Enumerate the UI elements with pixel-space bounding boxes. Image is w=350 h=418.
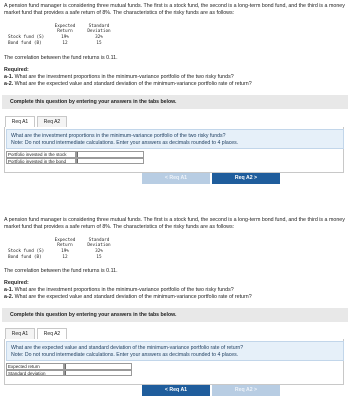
req-a2-text: What are the expected value and standard deviation of the minimum-variance portfolio rate of return? (14, 294, 252, 301)
correlation-text: The correlation between the fund returns is 0.11. (4, 55, 118, 61)
bond-return: 12 (62, 40, 68, 46)
bond-return: 12 (62, 254, 68, 260)
requirements (4, 67, 344, 88)
required-label: Required: (4, 67, 29, 73)
req-a1-tag: a-1. (4, 287, 14, 294)
req-a2-tag: a-2. (4, 294, 14, 301)
next-req-button[interactable]: Req A2 > (212, 173, 280, 184)
col-header-expected: Expected (54, 238, 76, 243)
tab-req-a1[interactable]: Req A1 (5, 328, 35, 339)
next-req-button[interactable]: Req A2 > (212, 385, 280, 396)
row-label-stock: Stock fund (S) (8, 35, 45, 40)
problem-intro: A pension fund manager is considering three mutual funds. The first is a stock fund, the second is a long-term bond fund, and the third is a money market fund that provides a safe return of 8%. The characteristics of the risky funds are as follows: (4, 3, 345, 17)
bond-sd: 15 (96, 40, 102, 46)
answer-label-standard-deviation: Standard deviation (6, 370, 64, 377)
bond-proportion-input[interactable] (76, 158, 144, 165)
tab-req-a2[interactable]: Req A2 (37, 116, 67, 127)
req-a1-text: What are the investment proportions in the minimum-variance portfolio of the two risky funds? (14, 74, 234, 81)
stock-sd: 32% (95, 35, 103, 40)
prev-req-button[interactable]: < Req A1 (142, 173, 210, 184)
bond-sd: 15 (96, 254, 102, 260)
rounding-note: Note: Do not round intermediate calculations. Enter your answers as decimals rounded to 4 places. (11, 352, 239, 359)
required-label: Required: (4, 280, 29, 286)
rounding-note: Note: Do not round intermediate calculations. Enter your answers as decimals rounded to 4 places. (11, 140, 239, 147)
col-header-deviation: Deviation (87, 243, 111, 248)
col-header-expected: Expected (54, 24, 76, 29)
stock-return: 19% (61, 35, 69, 40)
stock-return: 19% (61, 249, 69, 254)
req-a1-tag: a-1. (4, 74, 14, 81)
correlation-text: The correlation between the fund returns is 0.11. (4, 268, 118, 274)
prev-req-button[interactable]: < Req A1 (142, 385, 210, 396)
instructions-banner: Complete this question by entering your answers in the tabs below. (2, 308, 348, 322)
standard-deviation-input[interactable] (64, 370, 132, 377)
tab-req-a1[interactable]: Req A1 (5, 116, 35, 127)
req-a2-text: What are the expected value and standard deviation of the minimum-variance portfolio rate of return? (14, 81, 252, 88)
col-header-return: Return (57, 29, 73, 34)
question-text: What are the expected value and standard deviation of the minimum-variance portfolio rate of return? (11, 345, 244, 351)
question-box (6, 341, 344, 361)
answer-label-bond: Portfolio invested in the bond (6, 158, 76, 165)
stock-sd: 32% (95, 249, 103, 254)
tab-req-a2[interactable]: Req A2 (37, 328, 67, 339)
col-header-standard: Standard (88, 238, 110, 243)
question-box (6, 129, 344, 149)
col-header-deviation: Deviation (87, 29, 111, 34)
question-text: What are the investment proportions in the minimum-variance portfolio of the two risky funds? (11, 133, 226, 139)
col-header-standard: Standard (88, 24, 110, 29)
instructions-banner: Complete this question by entering your answers in the tabs below. (2, 95, 348, 109)
fund-characteristics-table (8, 238, 118, 264)
row-label-bond: Bond fund (B) (8, 254, 42, 260)
col-header-return: Return (57, 243, 73, 248)
problem-intro: A pension fund manager is considering three mutual funds. The first is a stock fund, the second is a long-term bond fund, and the third is a money market fund that provides a safe return of 8%. The characteristics of the risky funds are as follows: (4, 217, 345, 231)
answer-label-stock: Portfolio invested in the stock (6, 151, 76, 158)
answer-label-expected-return: Expected return (6, 363, 64, 370)
row-label-bond: Bond fund (B) (8, 40, 42, 46)
req-a2-tag: a-2. (4, 81, 14, 88)
fund-characteristics-table (8, 24, 118, 50)
row-label-stock: Stock fund (S) (8, 249, 45, 254)
requirements (4, 280, 344, 301)
req-a1-text: What are the investment proportions in the minimum-variance portfolio of the two risky funds? (14, 287, 234, 294)
